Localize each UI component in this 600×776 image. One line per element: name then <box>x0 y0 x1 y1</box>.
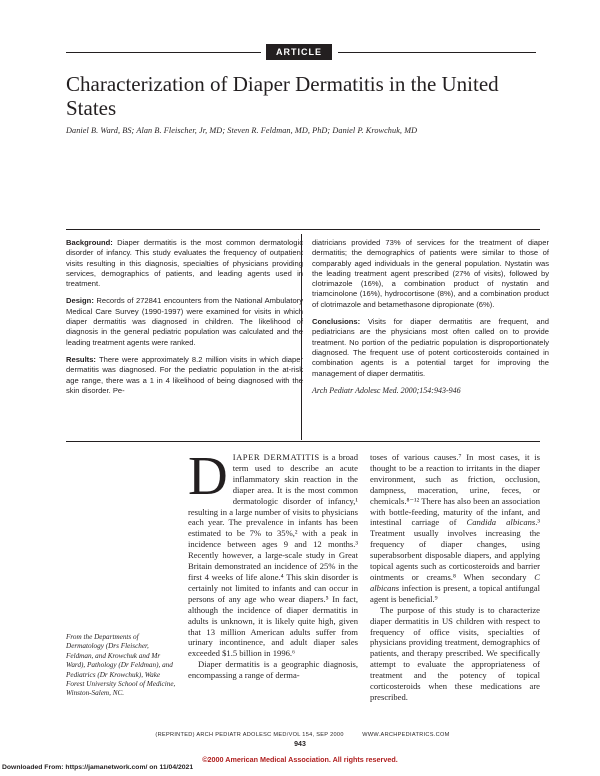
body-column-1 <box>188 445 359 681</box>
design-label: Design: <box>66 296 94 306</box>
results-continued-text: diatricians provided 73% of services for the treatment of diaper dermatitis; the demographics of patients were similar to those of comparably aged individuals in the general population. Nystatin was the leading treatment agent prescribed (27% of visits), followed by clotrimazole (16%), a combination product of nystatin and triamcinolone (16%), hydrocortisone (8%), and a combination product of clotrimazole and betamethasone dipropionate (6%). <box>312 238 549 309</box>
abstract-bottom-rule <box>66 441 540 442</box>
italic-organism: Candida albicans <box>466 517 536 528</box>
abstract-left-column <box>66 238 303 403</box>
drop-cap: D <box>188 445 228 506</box>
author-affiliation: From the Departments of Dermatology (Drs Fleischer, Feldman, and Krowchuk and Mr Ward), Pathology (Dr Feldman), and Pediatrics (Dr Krowchuk), Wake Forest University School of Medicine, Winston-Salem, NC. <box>66 633 176 698</box>
conclusions-label: Conclusions: <box>312 317 361 327</box>
design-text: Records of 272841 encounters from the National Ambulatory Medical Care Survey (1990-1997) were examined for visits in which diaper dermatitis was diagnosed in children. The likelihood of diagnosis in the general pediatric population was calculated and the leading treatment agents were ranked. <box>66 296 303 347</box>
body-paragraph-3c: infection is present, a topical antifungal agent is beneficial.⁹ <box>370 582 540 604</box>
body-paragraph-3a: toses of various causes.⁷ In most cases, it is thought to be a reaction to irritants in the diaper environment, such as friction, occlusion, dampness, maceration, urine, feces, or chemicals.⁸⁻¹² There has also been an association with bottle-feeding, maturity of the infant, and intestinal carriage of <box>370 452 540 528</box>
body-paragraph-3b: .³ Treatment usually involves increasing the frequency of diaper changes, using superabsorbent disposable diapers, and applying topical agents such as corticosteroids and barrier ointments or creams.⁸ When secondary <box>370 517 540 582</box>
body-column-2 <box>370 452 540 703</box>
results-label: Results: <box>66 354 96 364</box>
background-label: Background: <box>66 238 113 247</box>
body-paragraph-4: The purpose of this study is to characterize diaper dermatitis in US children with respect to frequency of office visits, specialties of physicians providing treatment, demographics of patients, and therapy prescribed. We specifically attempt to evaluate the appropriateness of treatment and the potency of topical corticosteroids when these medications are prescribed. <box>370 604 540 702</box>
copyright-notice: ©2000 American Medical Association. All rights reserved. <box>202 755 398 764</box>
conclusions-text: Visits for diaper dermatitis are frequent, and pediatricians are the physicians most often called on to provide treatment. No portion of the pediatric population is disproportionately diagnosed. The frequent use of potent corticosteroids contained in combination agents is a potential target for improving the management of diaper dermatitis. <box>312 317 549 378</box>
journal-footer: (REPRINTED) ARCH PEDIATR ADOLESC MED/VOL 154, SEP 2000 WWW.ARCHPEDIATRICS.COM <box>155 732 450 738</box>
abstract-top-rule <box>66 229 540 230</box>
body-paragraph-1: is a broad term used to describe an acute inflammatory skin reaction in the diaper area. It is the most common dermatologic disorder of infancy,¹ resulting in a large number of visits to physicians each year. The prevalence in infants has been estimated to be 7% to 35%,² with a peak in incidence between ages 9 and 12 months.³ Recently however, a large-scale study in Great Britain demonstrated an incidence of 25% in the first 4 weeks of life alone.⁴ This skin disorder is certainly not limited to infants and can occur in persons of any age who wear diapers.⁵ In fact, although the incidence of diaper dermatitis in adults is unknown, it is likely quite high, given that 13 million American adults suffer from urinary incontinence, and adult diaper sales exceeded $1.5 billion in 1996.⁶ <box>188 452 359 659</box>
header-rule <box>338 52 536 53</box>
lead-in-caps: IAPER DERMATITIS <box>232 452 320 462</box>
header-rule <box>66 52 261 53</box>
page-number: 943 <box>294 741 306 748</box>
results-text: There were approximately 8.2 million visits in which diaper dermatitis was diagnosed. For the pediatric population in the at-risk age range, there was a 1 in 4 likelihood of being diagnosed with the skin disorder. Pe- <box>66 354 303 395</box>
download-notice: Downloaded From: https://jamanetwork.com/ on 11/04/2021 <box>2 764 194 771</box>
journal-citation: Arch Pediatr Adolesc Med. 2000;154:943-946 <box>312 385 461 395</box>
italic-organism-short: C albicans <box>370 571 540 593</box>
background-text: Diaper dermatitis is the most common dermatologic disorder of infancy. This study evaluates the frequency of outpatient visits resulting in this diagnosis, specialties of physicians providing services, demographics of patients, and leading agents used in treatment. <box>66 238 303 289</box>
author-list: Daniel B. Ward, BS; Alan B. Fleischer, Jr, MD; Steven R. Feldman, MD, PhD; Daniel P. Krowchuk, MD <box>66 126 418 135</box>
article-title: Characterization of Diaper Dermatitis in the United States <box>66 72 499 120</box>
article-badge: ARTICLE <box>266 44 332 60</box>
abstract-right-column <box>312 238 549 403</box>
body-paragraph-2: Diaper dermatitis is a geographic diagnosis, encompassing a range of derma- <box>188 659 358 681</box>
